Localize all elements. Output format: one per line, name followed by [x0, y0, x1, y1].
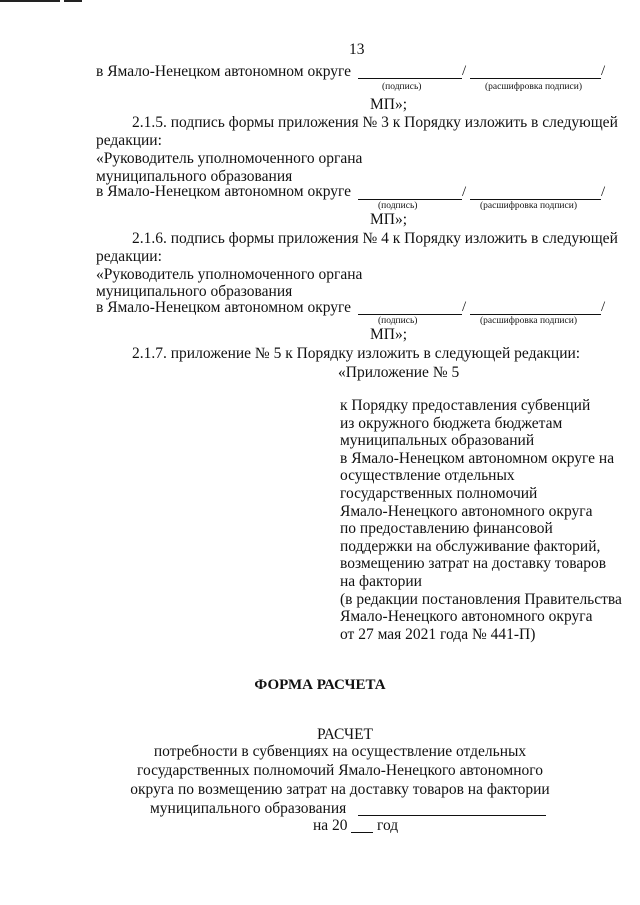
item-2-1-6-quote-3: в Ямало-Ненецком автономном округе: [96, 299, 352, 316]
decode-slash: /: [601, 184, 606, 200]
appendix-line: в Ямало-Ненецком автономном округе на: [340, 449, 615, 467]
stamp-mark: МП»;: [370, 326, 408, 343]
stamp-mark: МП»;: [370, 211, 408, 228]
item-2-1-5-quote-1: «Руководитель уполномоченного органа: [96, 150, 363, 167]
item-2-1-7-text: 2.1.7. приложение № 5 к Порядку изложить в следующей редакции:: [132, 345, 581, 362]
item-2-1-5-text: 2.1.5. подпись формы приложения № 3 к Порядку изложить в следующей: [132, 114, 618, 131]
sign-caption: (подпись): [378, 316, 418, 326]
appendix-line: возмещению затрат на доставку товаров: [340, 555, 607, 573]
year-underline: [351, 832, 373, 833]
calc-title: РАСЧЕТ: [316, 726, 374, 743]
item-2-1-6-text: 2.1.6. подпись формы приложения № 4 к Порядку изложить в следующей: [132, 230, 618, 247]
appendix-line: из окружного бюджета бюджетам: [340, 414, 563, 432]
calc-line-2: государственных полномочий Ямало-Ненецкого автономного: [137, 762, 543, 779]
sign-caption: (подпись): [378, 201, 418, 211]
appendix-line: от 27 мая 2021 года № 441-П): [340, 625, 536, 643]
appendix-line: государственных полномочий: [340, 484, 538, 502]
decode-slash: /: [601, 63, 606, 79]
item-2-1-5-text-cont: редакции:: [96, 132, 162, 149]
appendix-line: муниципальных образований: [340, 432, 535, 450]
calc-year-suffix: год: [377, 817, 399, 834]
scan-edge-mark: [0, 0, 60, 2]
appendix-line: (в редакции постановления Правительства: [340, 590, 622, 608]
appendix-block: [340, 397, 622, 643]
calc-year-prefix: на 20: [313, 817, 348, 834]
appendix-line: к Порядку предоставления субвенций: [340, 397, 591, 414]
appendix-title: «Приложение № 5: [338, 364, 460, 381]
decode-underline: [470, 199, 601, 200]
region-line: в Ямало-Ненецком автономном округе: [96, 63, 352, 80]
item-2-1-6-text-cont: редакции:: [96, 248, 162, 265]
decode-underline: [470, 314, 601, 315]
calc-line-3: округа по возмещению затрат на доставку товаров на фактории: [130, 781, 550, 798]
item-2-1-5-quote-2: муниципального образования: [96, 168, 293, 185]
signature-slash: /: [462, 299, 467, 315]
decode-caption: (расшифровка подписи): [480, 201, 577, 211]
calc-line-1: потребности в субвенциях на осуществление отдельных: [153, 743, 527, 760]
appendix-line: на фактории: [340, 572, 422, 590]
decode-underline: [470, 78, 601, 79]
item-2-1-5-quote-3: в Ямало-Ненецком автономном округе: [96, 183, 352, 200]
signature-slash: /: [462, 63, 467, 79]
calc-line-4: муниципального образования: [150, 800, 347, 817]
appendix-line: Ямало-Ненецкого автономного округа: [340, 608, 593, 626]
page-number: 13: [349, 41, 365, 58]
item-2-1-6-quote-2: муниципального образования: [96, 283, 293, 300]
appendix-line: по предоставлению финансовой: [340, 520, 553, 538]
appendix-line: поддержки на обслуживание факторий,: [340, 537, 601, 555]
decode-slash: /: [601, 299, 606, 315]
signature-underline: [358, 78, 462, 79]
appendix-line: Ямало-Ненецкого автономного округа: [340, 502, 593, 520]
signature-underline: [358, 314, 462, 315]
appendix-line: осуществление отдельных: [340, 467, 515, 485]
stamp-mark: МП»;: [370, 96, 408, 113]
item-2-1-6-quote-1: «Руководитель уполномоченного органа: [96, 266, 363, 283]
sign-caption: (подпись): [382, 82, 422, 92]
signature-underline: [358, 199, 462, 200]
signature-slash: /: [462, 184, 467, 200]
municipality-underline: [358, 815, 546, 816]
decode-caption: (расшифровка подписи): [485, 82, 582, 92]
scan-edge-mark-2: [64, 0, 82, 2]
form-heading: ФОРМА РАСЧЕТА: [254, 677, 386, 693]
decode-caption: (расшифровка подписи): [480, 316, 577, 326]
